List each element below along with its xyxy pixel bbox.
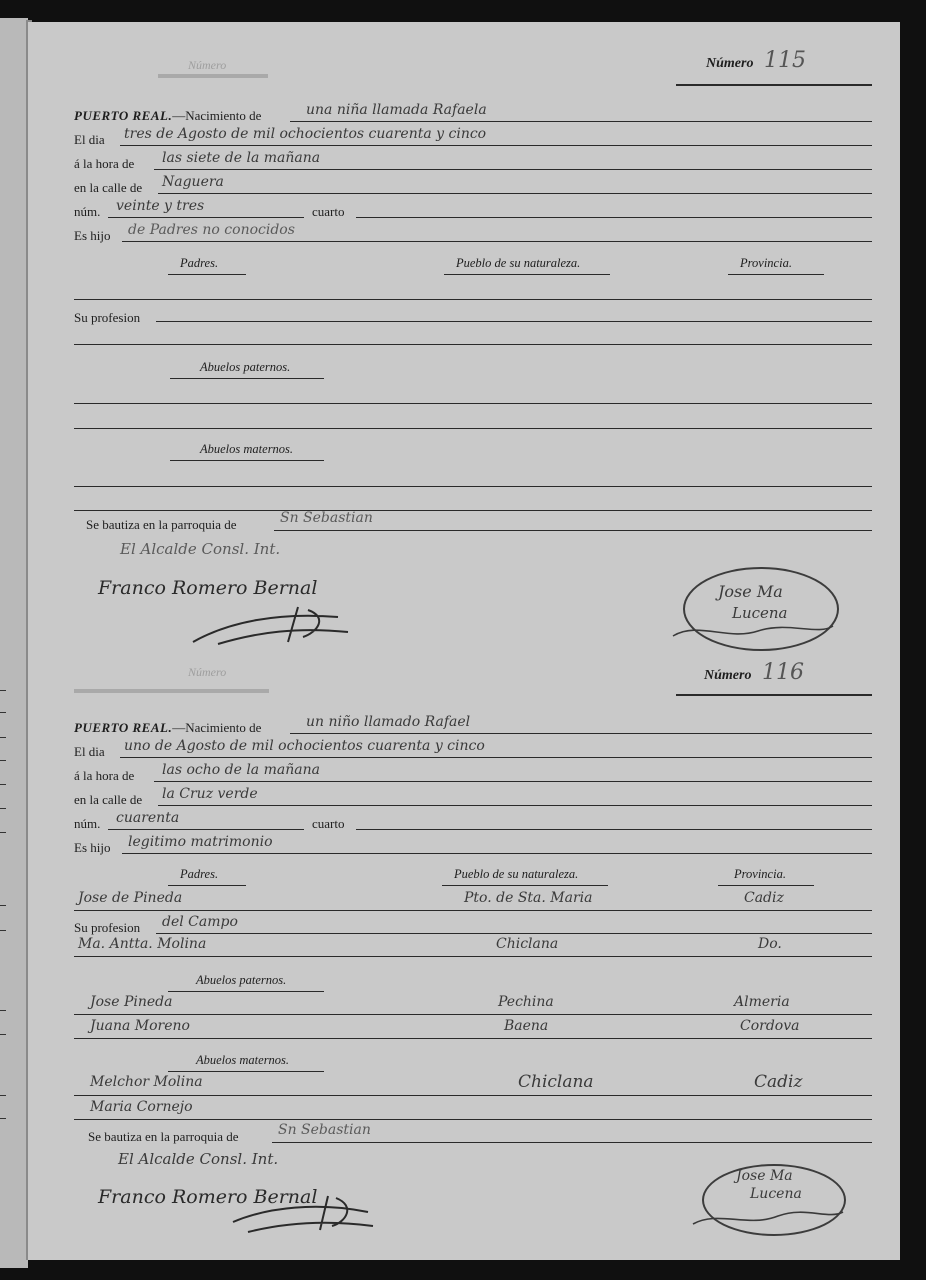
- record-116-padres-header: Padres.: [180, 867, 219, 881]
- lugar: PUERTO REAL.: [74, 108, 173, 123]
- lugar: PUERTO REAL.: [74, 720, 173, 735]
- line: [156, 321, 872, 322]
- ghost-bar-top: [158, 74, 268, 78]
- record-115-calle-label: en la calle de: [74, 180, 143, 195]
- record-116-hijo-label: Es hijo: [74, 840, 111, 855]
- header-underline: [170, 378, 324, 379]
- line: [154, 781, 872, 782]
- register-page: [28, 22, 900, 1260]
- record-116-hijo-value: legitimo matrimonio: [128, 834, 273, 850]
- record-116-abuelo-mat-1-provincia: Cadiz: [754, 1072, 803, 1092]
- record-115-nacimiento-value: una niña llamada Rafaela: [306, 102, 487, 118]
- line: [158, 193, 872, 194]
- ghost-bar-mid: [74, 689, 269, 693]
- header-underline: [728, 274, 824, 275]
- record-116-abuelo-pat-2-provincia: Cordova: [740, 1018, 800, 1034]
- record-116-parroquia-label: Se bautiza en la parroquia de: [88, 1129, 239, 1144]
- record-115-seal-flourish-icon: [668, 616, 838, 646]
- record-116-abuelos-paternos-header: Abuelos paternos.: [196, 973, 287, 987]
- record-115-calle-value: Naguera: [162, 174, 224, 190]
- line: [356, 217, 872, 218]
- line: [74, 344, 872, 345]
- record-116-firma: Franco Romero Bernal: [98, 1186, 318, 1208]
- left-page-edge: [0, 18, 28, 1268]
- record-116-profesion-value: del Campo: [162, 914, 238, 930]
- line: [74, 1119, 872, 1120]
- record-116-parroquia-value: Sn Sebastian: [278, 1122, 371, 1138]
- record-115-numero-value: 115: [764, 48, 806, 73]
- line: [74, 1014, 872, 1015]
- line: [158, 805, 872, 806]
- record-115-pueblo-header: Pueblo de su naturaleza.: [456, 256, 581, 270]
- record-116-madre-nombre: Ma. Antta. Molina: [78, 936, 207, 952]
- record-116-nacimiento-label: [74, 720, 261, 736]
- line: [74, 403, 872, 404]
- record-116-abuelos-maternos-header: Abuelos maternos.: [196, 1053, 290, 1067]
- record-116-seal-line2: Lucena: [750, 1186, 802, 1202]
- numero-underline: [676, 694, 872, 696]
- record-115-parroquia-label: Se bautiza en la parroquia de: [86, 517, 237, 532]
- header-underline: [444, 274, 610, 275]
- record-116-profesion-label: Su profesion: [74, 920, 141, 935]
- record-115-seal-line2: Lucena: [732, 604, 788, 622]
- record-116-calle-value: la Cruz verde: [162, 786, 258, 802]
- record-116-seal-line1: Jose Ma: [736, 1168, 793, 1184]
- record-116-seal-flourish-icon: [688, 1202, 848, 1232]
- header-underline: [168, 885, 246, 886]
- record-115-num-value: veinte y tres: [116, 198, 205, 214]
- record-116-calle-label: en la calle de: [74, 792, 143, 807]
- record-116-nacimiento-value: un niño llamado Rafael: [306, 714, 471, 730]
- line: [108, 829, 304, 830]
- record-115-hora-value: las siete de la mañana: [162, 150, 321, 166]
- line: [74, 428, 872, 429]
- record-115-seal-line1: Jose Ma: [718, 582, 783, 601]
- line: [272, 1142, 872, 1143]
- line: [154, 169, 872, 170]
- header-underline: [718, 885, 814, 886]
- header-underline: [168, 991, 324, 992]
- record-116-provincia-header: Provincia.: [734, 867, 786, 881]
- record-116-cuarto-label: cuarto: [312, 816, 345, 831]
- line: [74, 956, 872, 957]
- header-underline: [170, 460, 324, 461]
- line: [74, 510, 872, 511]
- record-116-abuelo-pat-1-provincia: Almeria: [734, 994, 790, 1010]
- ghost-numero-top: Número: [188, 58, 227, 72]
- record-115-profesion-label: Su profesion: [74, 310, 141, 325]
- nacimiento-label: —Nacimiento de: [172, 720, 262, 735]
- record-116-alcalde: El Alcalde Consl. Int.: [118, 1150, 279, 1168]
- line: [74, 1095, 872, 1096]
- header-underline: [442, 885, 608, 886]
- record-116-hora-label: á la hora de: [74, 768, 135, 783]
- line: [108, 217, 304, 218]
- record-116-madre-pueblo: Chiclana: [496, 936, 559, 952]
- record-116-pueblo-header: Pueblo de su naturaleza.: [454, 867, 579, 881]
- line: [74, 486, 872, 487]
- record-116-numero-label: Número: [704, 668, 752, 683]
- record-116-padre-nombre: Jose de Pineda: [78, 890, 183, 906]
- line: [274, 530, 872, 531]
- record-116-padre-pueblo: Pto. de Sta. Maria: [464, 890, 593, 906]
- record-116-hora-value: las ocho de la mañana: [162, 762, 320, 778]
- record-116-abuelo-mat-1-nombre: Melchor Molina: [90, 1074, 203, 1090]
- record-115-alcalde: El Alcalde Consl. Int.: [120, 540, 281, 558]
- nacimiento-label: —Nacimiento de: [172, 108, 262, 123]
- record-116-padre-provincia: Cadiz: [744, 890, 784, 906]
- line: [356, 829, 872, 830]
- line: [290, 733, 872, 734]
- line: [122, 241, 872, 242]
- header-underline: [168, 274, 246, 275]
- record-115-numero-label: Número: [706, 56, 754, 71]
- line: [156, 933, 872, 934]
- record-115-dia-value: tres de Agosto de mil ochocientos cuarenta y cinco: [124, 126, 487, 142]
- record-116-num-label: núm.: [74, 816, 101, 831]
- record-116-num-value: cuarenta: [116, 810, 180, 826]
- record-115-num-label: núm.: [74, 204, 101, 219]
- record-116-dia-label: El dia: [74, 744, 105, 759]
- numero-underline: [676, 84, 872, 86]
- record-115-rubric-icon: [188, 602, 358, 647]
- line: [74, 910, 872, 911]
- record-115-firma: Franco Romero Bernal: [98, 577, 318, 599]
- record-115-cuarto-label: cuarto: [312, 204, 345, 219]
- record-115-parroquia-value: Sn Sebastian: [280, 510, 373, 526]
- record-115-hijo-label: Es hijo: [74, 228, 111, 243]
- record-115-padres-header: Padres.: [180, 256, 219, 270]
- record-116-rubric-icon: [228, 1192, 378, 1236]
- record-115-dia-label: El dia: [74, 132, 105, 147]
- line: [120, 757, 872, 758]
- record-116-abuelo-mat-2-nombre: Maria Cornejo: [90, 1099, 193, 1115]
- line: [122, 853, 872, 854]
- line: [74, 1038, 872, 1039]
- record-116-abuelo-pat-2-pueblo: Baena: [504, 1018, 549, 1034]
- record-116-abuelo-pat-2-nombre: Juana Moreno: [90, 1018, 190, 1034]
- record-115-abuelos-maternos-header: Abuelos maternos.: [200, 442, 294, 456]
- line: [120, 145, 872, 146]
- ghost-numero-mid: Número: [188, 665, 227, 679]
- record-115-hora-label: á la hora de: [74, 156, 135, 171]
- record-116-abuelo-mat-1-pueblo: Chiclana: [518, 1072, 594, 1092]
- record-115-abuelos-paternos-header: Abuelos paternos.: [200, 360, 291, 374]
- line: [74, 299, 872, 300]
- record-116-abuelo-pat-1-pueblo: Pechina: [498, 994, 554, 1010]
- record-115-nacimiento-label: [74, 108, 261, 124]
- line: [290, 121, 872, 122]
- record-116-dia-value: uno de Agosto de mil ochocientos cuarenta y cinco: [124, 738, 485, 754]
- record-115-provincia-header: Provincia.: [740, 256, 792, 270]
- record-116-abuelo-pat-1-nombre: Jose Pineda: [90, 994, 173, 1010]
- header-underline: [168, 1071, 324, 1072]
- record-116-numero-value: 116: [762, 660, 804, 685]
- record-115-hijo-value: de Padres no conocidos: [128, 222, 295, 238]
- record-116-madre-provincia: Do.: [758, 936, 782, 952]
